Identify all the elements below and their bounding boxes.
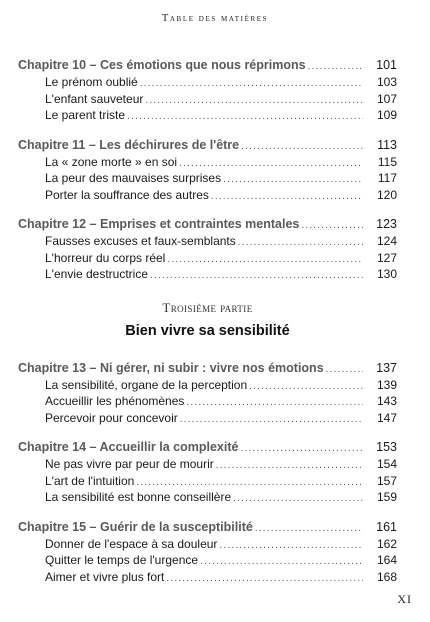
section-page-number: 168 — [376, 569, 397, 584]
section-page-number: 109 — [376, 108, 397, 122]
dot-leader — [166, 571, 363, 588]
dot-leader — [200, 554, 363, 571]
section-line[interactable] — [18, 473, 397, 490]
chapter-13 — [18, 359, 397, 427]
chapter-page-number: 153 — [376, 440, 397, 454]
dot-leader — [233, 491, 363, 508]
section-title: Percevoir pour concevoir — [45, 410, 178, 425]
section-title: Aimer et vivre plus fort — [45, 569, 165, 584]
section-line[interactable] — [18, 377, 397, 394]
dot-leader — [127, 109, 363, 126]
section-line[interactable] — [18, 91, 397, 108]
section-title: La sensibilité est bonne conseillère — [45, 490, 232, 504]
chapter-page-number: 101 — [376, 58, 397, 72]
section-title: Fausses excuses et faux-semblants — [45, 234, 236, 248]
chapter-title: Chapitre 12 – Emprises et contraintes mentales — [18, 217, 300, 231]
chapter-11 — [18, 136, 397, 204]
part-title: Bien vivre sa sensibilité — [125, 322, 290, 339]
section-page-number: 157 — [376, 473, 397, 488]
chapter-title-line[interactable] — [18, 359, 397, 377]
section-line[interactable] — [18, 393, 397, 410]
section-line[interactable] — [18, 233, 397, 250]
section-title: Donner de l'espace à sa douleur — [45, 536, 218, 551]
chapter-title-line[interactable] — [18, 136, 397, 154]
section-line[interactable] — [18, 266, 397, 283]
section-title: Porter la souffrance des autres — [45, 187, 209, 202]
section-title: L'horreur du corps réel — [45, 250, 166, 265]
section-page-number: 147 — [376, 410, 397, 425]
section-page-number: 164 — [376, 553, 397, 567]
chapter-14 — [18, 438, 397, 506]
section-title: Accueillir les phénomènes — [45, 394, 185, 408]
section-line[interactable] — [18, 489, 397, 506]
dot-leader — [167, 252, 363, 269]
section-line[interactable] — [18, 552, 397, 569]
chapter-title-line[interactable] — [18, 438, 397, 456]
section-page-number: 115 — [377, 154, 397, 169]
dot-leader — [219, 538, 363, 555]
dot-leader — [150, 268, 363, 285]
chapter-page-number: 161 — [376, 519, 397, 534]
dot-leader — [301, 217, 363, 235]
chapter-15 — [18, 518, 397, 586]
dot-leader — [255, 520, 363, 538]
section-line[interactable] — [18, 569, 397, 586]
section-page-number: 124 — [376, 234, 397, 248]
section-page-number: 120 — [376, 187, 397, 202]
section-page-number: 162 — [376, 536, 397, 551]
chapter-title: Chapitre 10 – Ces émotions que nous réprimons — [18, 58, 306, 72]
dot-leader — [326, 361, 363, 379]
page-number: XI — [397, 592, 412, 606]
chapter-page-number: 123 — [376, 217, 397, 231]
section-title: L'envie destructrice — [45, 267, 149, 281]
dot-leader — [216, 458, 363, 475]
section-line[interactable] — [18, 154, 397, 171]
section-line[interactable] — [18, 74, 397, 91]
dot-leader — [140, 76, 363, 93]
section-title: Ne pas vivre par peur de mourir — [45, 457, 214, 471]
section-line[interactable] — [18, 187, 397, 204]
chapter-12 — [18, 215, 397, 283]
page-header: Table des matières — [161, 13, 269, 24]
chapter-title-line[interactable] — [18, 518, 397, 536]
section-title: La sensibilité, organe de la perception — [45, 377, 248, 392]
chapter-title: Chapitre 14 – Accueillir la complexité — [18, 440, 239, 454]
section-line[interactable] — [18, 456, 397, 473]
section-line[interactable] — [18, 536, 397, 553]
chapter-title: Chapitre 13 – Ni gérer, ni subir : vivre nos émotions — [18, 360, 324, 375]
table-of-contents — [18, 56, 397, 597]
dot-leader — [211, 189, 363, 206]
chapters-before-part — [18, 56, 397, 283]
section-title: Le prénom oublié — [45, 75, 138, 89]
section-page-number: 154 — [376, 457, 397, 471]
chapter-page-number: 113 — [377, 137, 397, 152]
section-page-number: 103 — [376, 75, 397, 89]
dot-leader — [240, 440, 363, 458]
section-line[interactable] — [18, 410, 397, 427]
section-title: La « zone morte » en soi — [45, 154, 178, 169]
section-title: L'enfant sauveteur — [45, 91, 144, 106]
section-title: Le parent triste — [45, 108, 126, 122]
chapters-after-part — [18, 359, 397, 586]
section-line[interactable] — [18, 107, 397, 124]
chapter-title: Chapitre 11 – Les déchirures de l'être — [18, 137, 240, 152]
section-line[interactable] — [18, 170, 397, 187]
chapter-title: Chapitre 15 – Guérir de la susceptibilité — [18, 519, 253, 534]
section-page-number: 107 — [376, 91, 397, 106]
section-page-number: 143 — [376, 394, 397, 408]
dot-leader — [186, 395, 363, 412]
section-page-number: 117 — [377, 171, 397, 185]
part-label: Troisième partie — [162, 299, 253, 315]
section-title: La peur des mauvaises surprises — [45, 171, 222, 185]
part-heading — [18, 299, 397, 341]
chapter-page-number: 137 — [376, 360, 397, 375]
dot-leader — [249, 379, 363, 396]
chapter-title-line[interactable] — [18, 56, 397, 74]
section-page-number: 159 — [376, 490, 397, 504]
dot-leader — [180, 412, 363, 429]
dot-leader — [241, 138, 363, 156]
section-title: Quitter le temps de l'urgence — [45, 553, 199, 567]
dot-leader — [223, 172, 363, 189]
section-line[interactable] — [18, 250, 397, 267]
dot-leader — [308, 58, 363, 76]
section-title: L'art de l'intuition — [45, 473, 135, 488]
chapter-10 — [18, 56, 397, 124]
section-page-number: 127 — [376, 250, 397, 265]
section-page-number: 130 — [376, 267, 397, 281]
dot-leader — [238, 235, 363, 252]
section-page-number: 139 — [376, 377, 397, 392]
dot-leader — [145, 93, 363, 110]
chapter-title-line[interactable] — [18, 215, 397, 233]
